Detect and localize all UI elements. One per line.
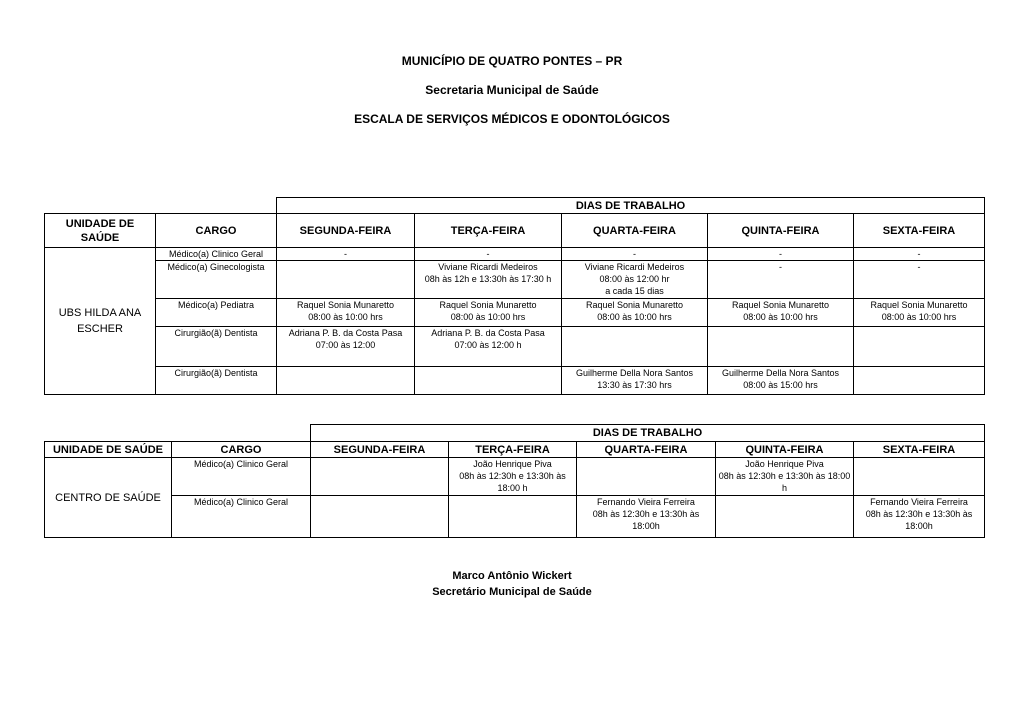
schedule-line: 08:00 às 10:00 hrs — [308, 312, 383, 322]
table-row — [45, 496, 985, 538]
cargo-cell: Cirurgião(ã) Dentista — [156, 327, 277, 367]
col-header-day: SEGUNDA-FEIRA — [277, 214, 415, 248]
schedule-cell — [577, 496, 716, 538]
schedule-cell — [311, 458, 449, 496]
schedule-cell — [854, 248, 985, 261]
schedule-cell — [854, 496, 985, 538]
schedule-cell — [277, 248, 415, 261]
col-header-day: SEXTA-FEIRA — [854, 214, 985, 248]
table-row — [45, 248, 985, 261]
dias-de-trabalho-header: DIAS DE TRABALHO — [277, 198, 985, 214]
schedule-line: - — [633, 249, 636, 259]
col-header-day: SEGUNDA-FEIRA — [311, 442, 449, 458]
schedule-cell — [708, 248, 854, 261]
schedule-cell — [854, 458, 985, 496]
schedule-line: 08h às 12:30h e 13:30h às 18:00 h — [718, 471, 851, 493]
col-header-day: QUINTA-FEIRA — [716, 442, 854, 458]
schedule-line: Fernando Vieira Ferreira — [597, 497, 695, 507]
schedule-line: 07:00 às 12:00 h — [454, 340, 522, 350]
unit-name-cell: UBS HILDA ANA ESCHER — [45, 248, 156, 395]
dias-header-row — [45, 198, 985, 214]
schedule-line: - — [779, 249, 782, 259]
schedule-cell — [415, 327, 562, 367]
schedule-line: Adriana P. B. da Costa Pasa — [431, 328, 545, 338]
schedule-cell — [449, 458, 577, 496]
signature-name: Marco Antônio Wickert — [452, 570, 572, 582]
table-row — [45, 367, 985, 395]
schedule-line: Fernando Vieira Ferreira — [870, 497, 968, 507]
schedule-line: 08:00 às 10:00 hrs — [881, 312, 957, 322]
schedule-cell — [854, 327, 985, 367]
schedule-line: - — [344, 249, 347, 259]
schedule-line: 13:30 às 17:30 hrs — [597, 380, 672, 390]
schedule-line: a cada 15 dias — [605, 286, 664, 296]
schedule-line: Guilherme Della Nora Santos — [575, 368, 694, 378]
department-title: Secretaria Municipal de Saúde — [425, 83, 599, 97]
col-header-unit: UNIDADE DE SAÚDE — [45, 442, 172, 458]
schedule-line: Viviane Ricardi Medeiros — [584, 262, 685, 272]
blank-corner — [45, 198, 277, 214]
table-row — [45, 261, 985, 299]
schedule-line: João Henrique Piva — [745, 459, 824, 469]
schedule-cell — [562, 327, 708, 367]
table-row — [45, 327, 985, 367]
schedule-cell — [562, 248, 708, 261]
schedule-cell — [415, 367, 562, 395]
signature-role: Secretário Municipal de Saúde — [432, 586, 592, 598]
cargo-cell: Médico(a) Clinico Geral — [172, 496, 311, 538]
schedule-line: Raquel Sonia Munaretto — [439, 300, 537, 310]
schedule-line: 08h às 12:30h e 13:30h às 18:00h — [865, 509, 973, 531]
schedule-cell — [562, 299, 708, 327]
dias-de-trabalho-header: DIAS DE TRABALHO — [311, 425, 985, 442]
schedule-cell — [277, 367, 415, 395]
schedule-line: - — [917, 249, 921, 259]
table-row — [45, 458, 985, 496]
schedule-line: 08:00 às 10:00 hrs — [597, 312, 672, 322]
schedule-cell — [562, 261, 708, 299]
schedule-cell — [415, 248, 562, 261]
schedule-line: - — [917, 262, 921, 272]
page-title: ESCALA DE SERVIÇOS MÉDICOS E ODONTOLÓGICOS — [354, 112, 670, 126]
schedule-cell — [562, 367, 708, 395]
schedule-cell — [716, 496, 854, 538]
schedule-line: Adriana P. B. da Costa Pasa — [288, 328, 403, 338]
schedule-table-ubs — [44, 197, 985, 395]
schedule-line: Viviane Ricardi Medeiros — [438, 262, 538, 272]
col-header-cargo: CARGO — [156, 214, 277, 248]
dias-header-row — [45, 425, 985, 442]
schedule-line: 08h às 12:30h e 13:30h às 18:00h — [592, 509, 700, 531]
schedule-cell — [577, 458, 716, 496]
cargo-cell: Cirurgião(ã) Dentista — [156, 367, 277, 395]
schedule-cell — [277, 299, 415, 327]
schedule-cell — [449, 496, 577, 538]
schedule-line: - — [779, 262, 782, 272]
col-header-day: QUINTA-FEIRA — [708, 214, 854, 248]
schedule-line: João Henrique Piva — [473, 459, 552, 469]
schedule-line: 08:00 às 10:00 hrs — [450, 312, 526, 322]
schedule-cell — [311, 496, 449, 538]
col-header-cargo: CARGO — [172, 442, 311, 458]
cargo-cell: Médico(a) Ginecologista — [156, 261, 277, 299]
schedule-line: 08:00 às 10:00 hrs — [743, 312, 818, 322]
schedule-cell — [277, 327, 415, 367]
schedule-cell — [708, 367, 854, 395]
schedule-cell — [277, 261, 415, 299]
col-header-day: TERÇA-FEIRA — [449, 442, 577, 458]
col-header-day: QUARTA-FEIRA — [577, 442, 716, 458]
schedule-line: Guilherme Della Nora Santos — [721, 368, 840, 378]
col-header-day: TERÇA-FEIRA — [415, 214, 562, 248]
municipality-title: MUNICÍPIO DE QUATRO PONTES – PR — [401, 54, 623, 68]
schedule-line: 08h às 12:30h e 13:30h às 18:00 h — [459, 471, 566, 493]
schedule-line: 08:00 às 15:00 hrs — [743, 380, 818, 390]
schedule-line: 08h às 12h e 13:30h às 17:30 h — [424, 274, 552, 284]
schedule-cell — [415, 261, 562, 299]
cargo-cell: Médico(a) Clinico Geral — [172, 458, 311, 496]
col-header-unit: UNIDADE DE SAÚDE — [45, 214, 156, 248]
schedule-line: 08:00 às 12:00 hr — [599, 274, 670, 284]
column-header-row — [45, 214, 985, 248]
schedule-line: Raquel Sonia Munaretto — [585, 300, 684, 310]
schedule-cell — [708, 299, 854, 327]
schedule-table-centro — [44, 424, 985, 538]
table-row — [45, 299, 985, 327]
schedule-cell — [854, 299, 985, 327]
schedule-cell — [854, 367, 985, 395]
cargo-cell: Médico(a) Pediatra — [156, 299, 277, 327]
schedule-cell — [854, 261, 985, 299]
schedule-cell — [716, 458, 854, 496]
schedule-line: - — [486, 249, 490, 259]
schedule-line: Raquel Sonia Munaretto — [870, 300, 968, 310]
schedule-line: Raquel Sonia Munaretto — [731, 300, 830, 310]
column-header-row — [45, 442, 985, 458]
schedule-line: 07:00 às 12:00 — [315, 340, 376, 350]
col-header-day: QUARTA-FEIRA — [562, 214, 708, 248]
cargo-cell: Médico(a) Clinico Geral — [156, 248, 277, 261]
schedule-cell — [708, 261, 854, 299]
col-header-day: SEXTA-FEIRA — [854, 442, 985, 458]
schedule-cell — [708, 327, 854, 367]
blank-corner — [45, 425, 311, 442]
schedule-line: Raquel Sonia Munaretto — [296, 300, 395, 310]
unit-name-cell: CENTRO DE SAÚDE — [45, 458, 172, 538]
schedule-cell — [415, 299, 562, 327]
